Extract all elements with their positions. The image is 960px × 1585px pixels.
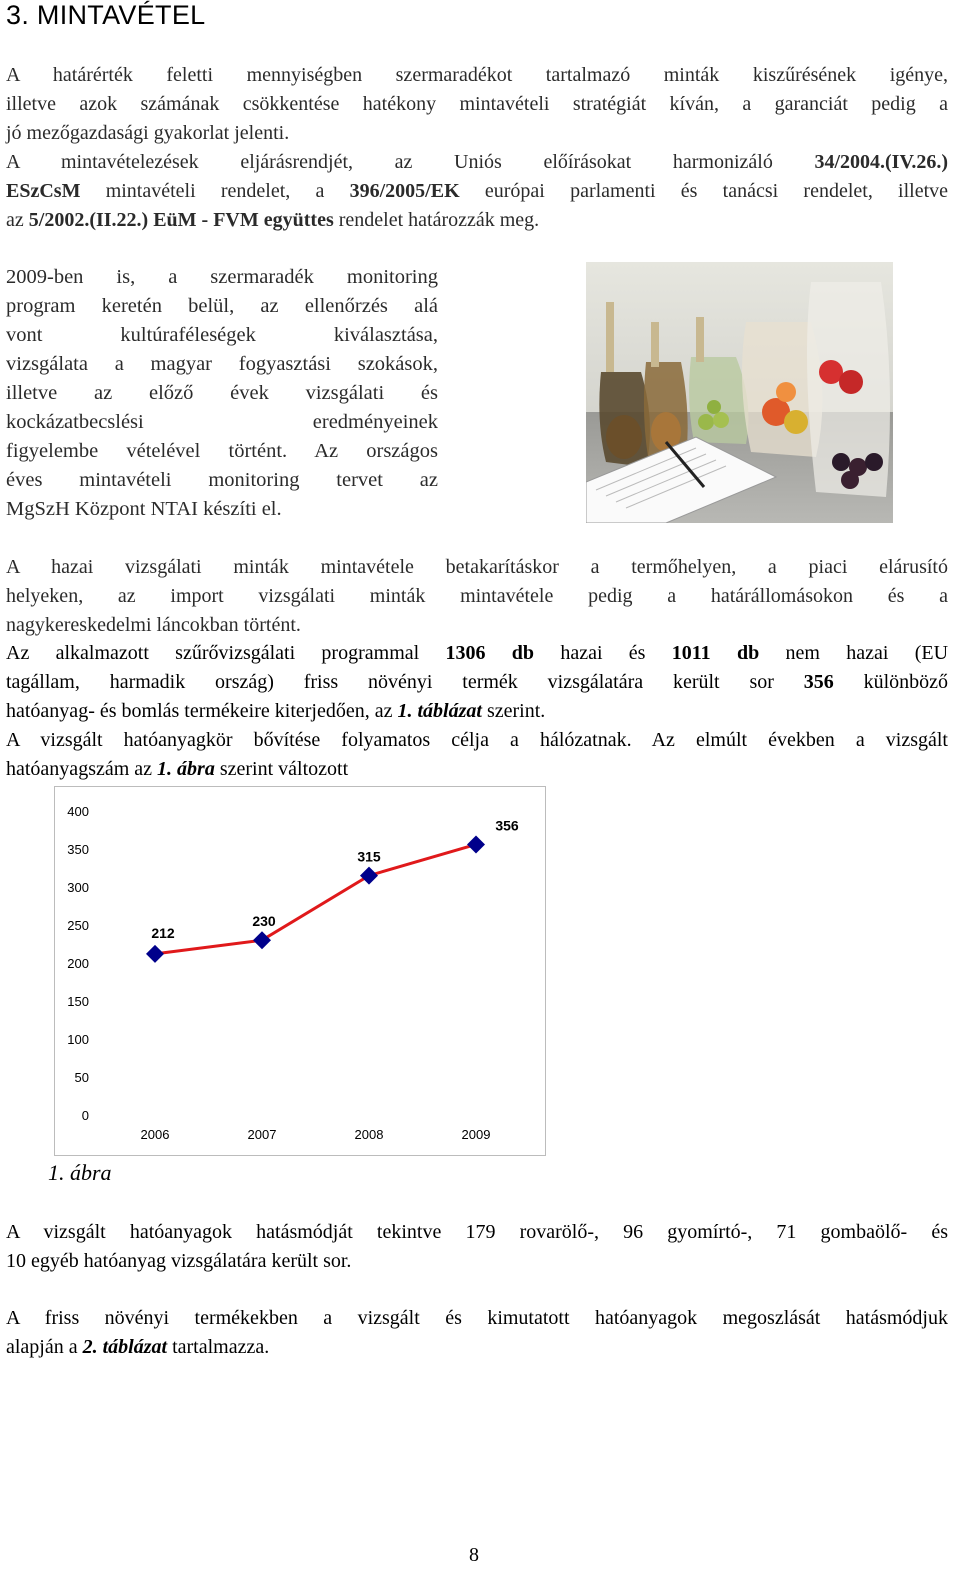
y-tick-label: 250 (67, 918, 89, 933)
data-point-marker (467, 835, 485, 853)
data-label: 356 (495, 817, 519, 834)
y-tick-label: 200 (67, 956, 89, 971)
sample-bags-photo (586, 262, 893, 523)
intro-paragraph: A határérték feletti mennyiségben szermaradékot tartalmazó minták kiszűrésének igénye, illetve azok számának csökkentése hatékony mintavételi stratégiát kíván, a garanciát pedig a jó mezőgazdasági gyakorlat jelenti. A mintavételezések eljárásrendjét, az Uniós előírásokat harmonizáló 34/2004.(IV.26.) ESzCsM mintavételi rendelet, a 396/2005/EK európai parlamenti és tanácsi rendelet, illetve az 5/2002.(II.22.) EüM - FVM együttes rendelet határozzák meg. (6, 64, 949, 231)
section-heading: 3. MINTAVÉTEL (6, 0, 206, 30)
data-label: 230 (252, 913, 276, 930)
mode-of-action-paragraph: A vizsgált hatóanyagok hatásmódját tekintve 179 rovarölő-, 96 gyomírtó-, 71 gombaölő- és 10 egyéb hatóanyag vizsgálatára került sor. (6, 1221, 948, 1272)
figure-caption: 1. ábra (48, 1160, 112, 1185)
monitoring-paragraph: 2009-ben is, a szermaradék monitoring program keretén belül, az ellenőrzés alá vont kultúraféleségek kiválasztása, vizsgálata a magyar fogyasztási szokások, illetve az előző évek vizsgálati és kockázatbecslési eredményeinek figyelembe vételével történt. Az országos éves mintavételi monitoring tervet az MgSzH Központ NTAI készíti el. (6, 266, 438, 520)
distribution-paragraph: A friss növényi termékekben a vizsgált és kimutatott hatóanyagok megoszlását hatásmódjuk alapján a 2. táblázat tartalmazza. (6, 1307, 948, 1358)
y-tick-label: 150 (67, 994, 89, 1009)
chart-svg (55, 787, 545, 1155)
y-tick-label: 300 (67, 880, 89, 895)
data-point-marker (253, 931, 271, 949)
screening-paragraph: Az alkalmazott szűrővizsgálati programmal 1306 db hazai és 1011 db nem hazai (EU tagállam, harmadik ország) friss növényi termék vizsgálatára került sor 356 különböző hatóanyag- és bomlás termékeire kiterjedően, az 1. táblázat szerint. (6, 642, 949, 722)
data-label: 315 (357, 848, 381, 865)
sampling-paragraph: A hazai vizsgálati minták mintavétele betakarításkor a termőhelyen, a piaci elárusító helyeken, az import vizsgálati minták mintavétele pedig a határállomásokon és a nagykereskedelmi láncokban történt. (6, 556, 948, 636)
x-tick-label: 2008 (354, 1127, 384, 1142)
substance-count-chart (54, 786, 546, 1156)
series-line (155, 844, 476, 953)
y-tick-label: 400 (67, 804, 89, 819)
x-tick-label: 2006 (140, 1127, 170, 1142)
x-tick-label: 2009 (461, 1127, 491, 1142)
y-tick-label: 50 (74, 1070, 89, 1085)
y-tick-label: 100 (67, 1032, 89, 1047)
data-label: 212 (151, 924, 175, 941)
active-substance-paragraph: A vizsgált hatóanyagkör bővítése folyamatos célja a hálózatnak. Az elmúlt években a vizsgált hatóanyagszám az 1. ábra szerint változott (6, 729, 948, 780)
page-number: 8 (469, 1544, 479, 1566)
y-tick-label: 350 (67, 842, 89, 857)
data-point-marker (360, 867, 378, 885)
data-point-marker (146, 945, 164, 963)
y-tick-label: 0 (81, 1108, 89, 1123)
x-tick-label: 2007 (247, 1127, 277, 1142)
